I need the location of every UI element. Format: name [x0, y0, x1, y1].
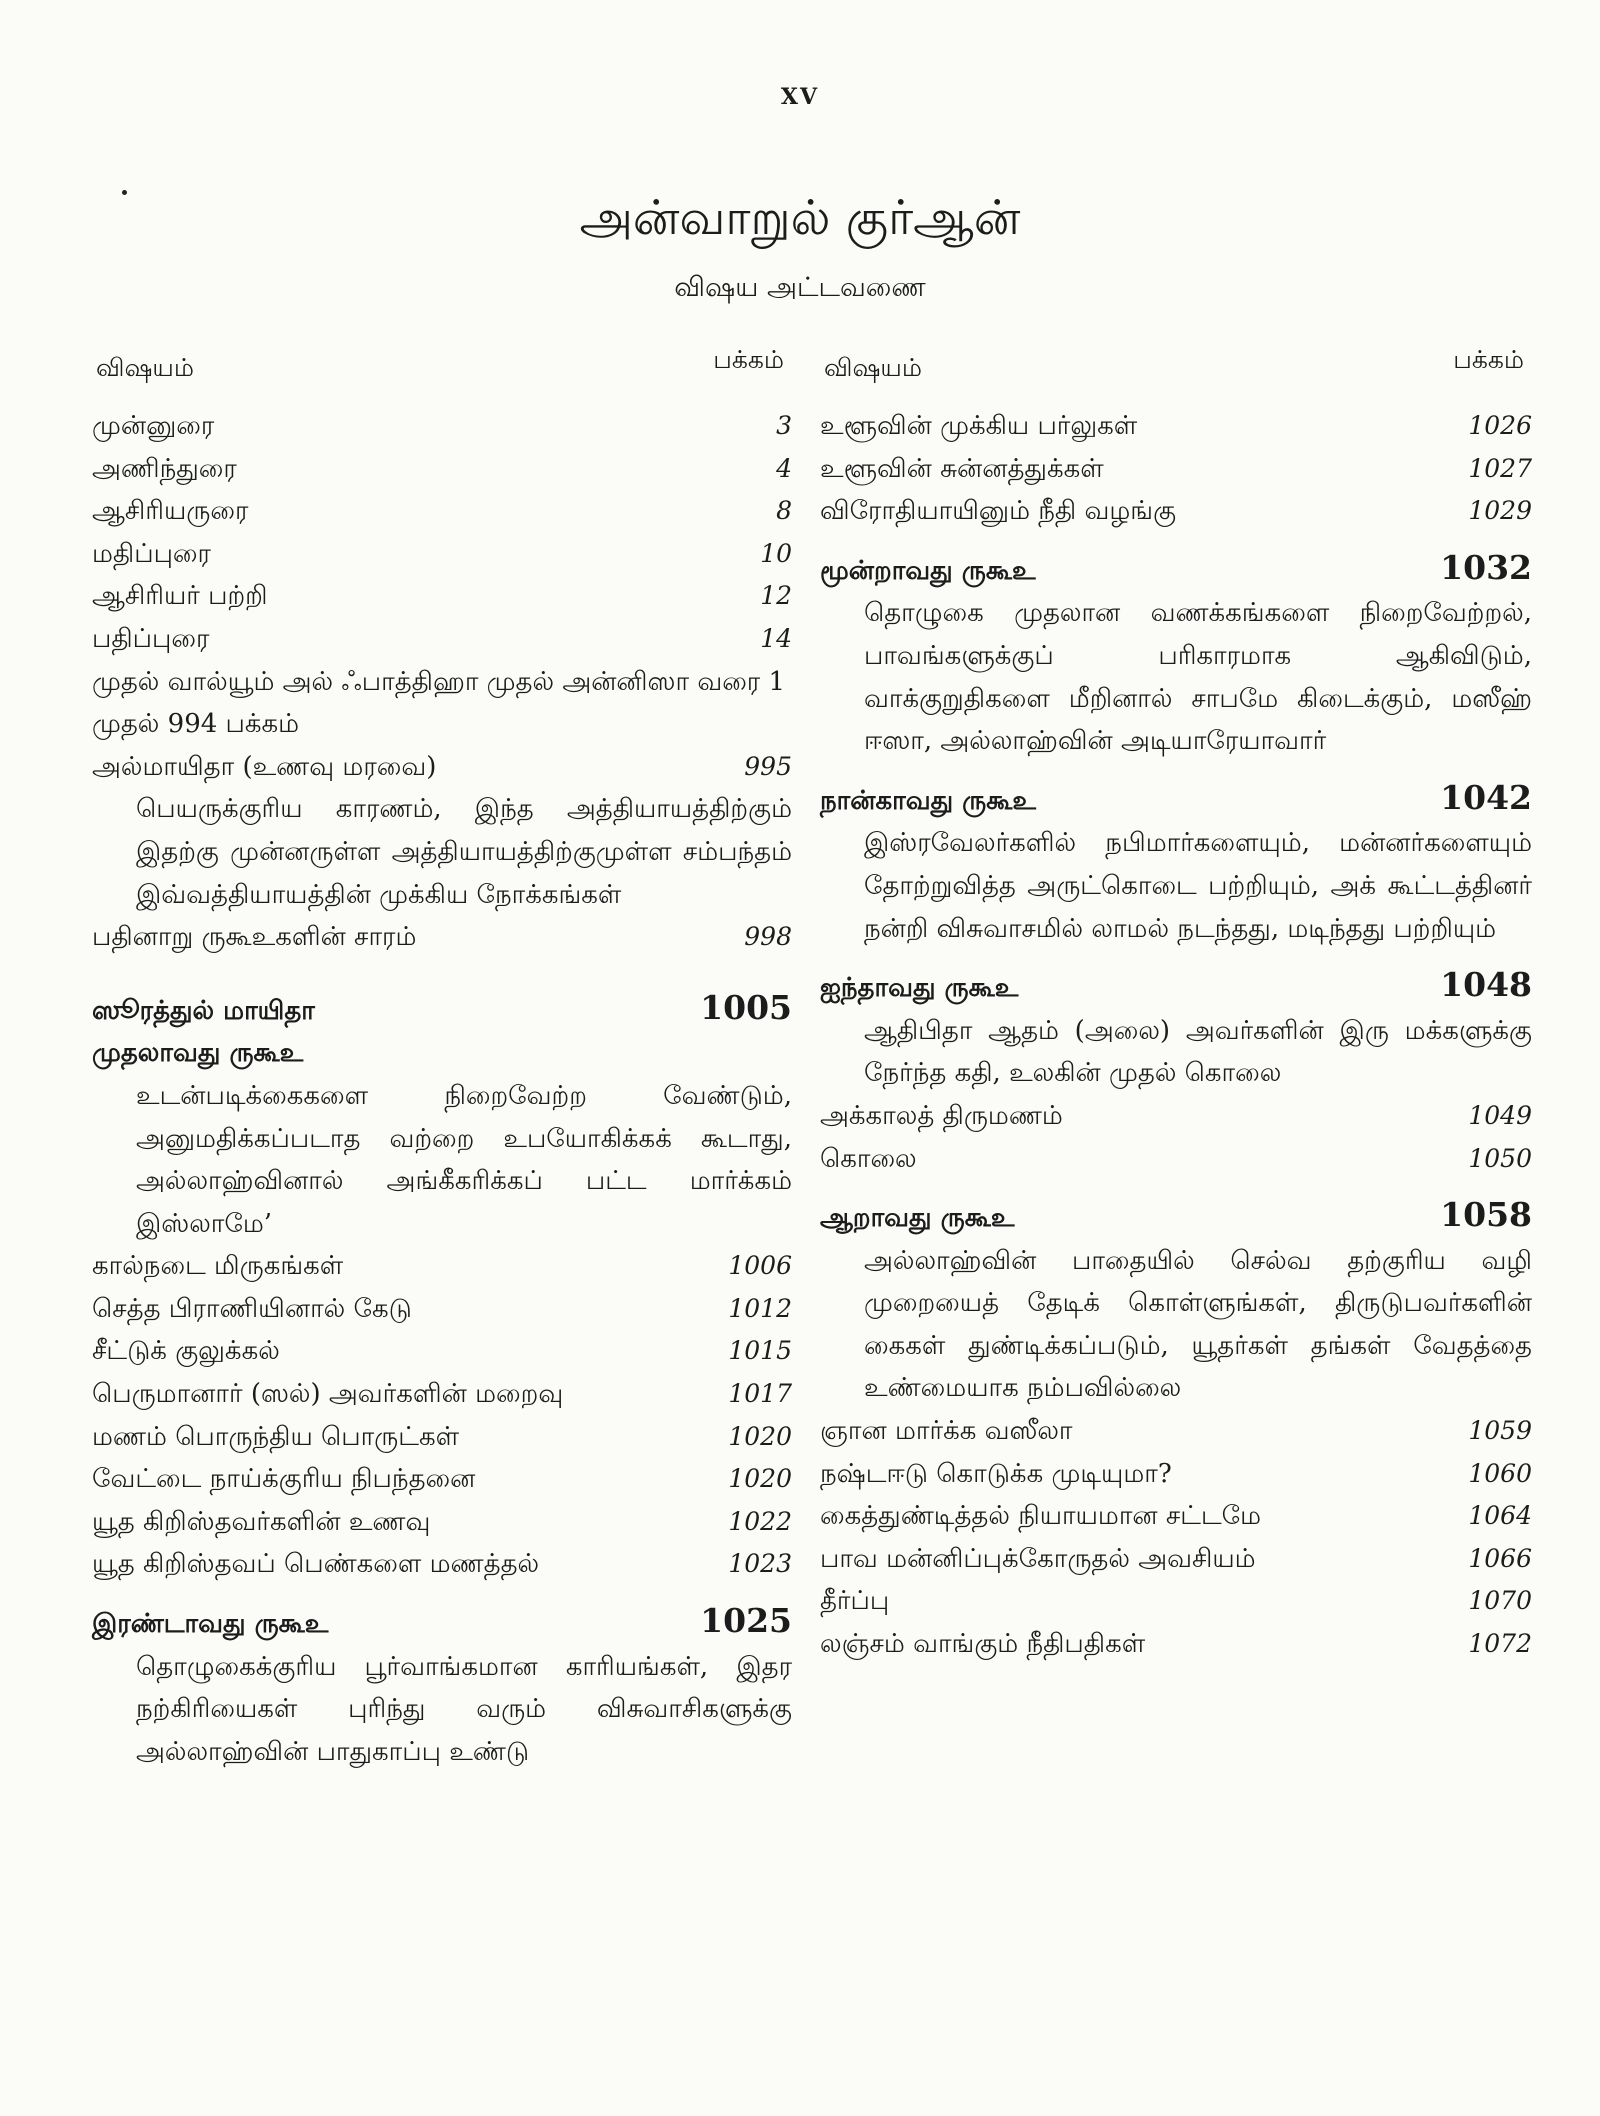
- toc-entry: [820, 1410, 1532, 1453]
- toc-entry: [820, 490, 1532, 533]
- entry-label: லஞ்சம் வாங்கும் நீதிபதிகள்: [820, 1629, 1146, 1660]
- section-page: 1048: [1440, 965, 1532, 1005]
- toc-entry: [820, 1623, 1532, 1666]
- entry-page: 1029: [1468, 496, 1532, 526]
- section-page: 1025: [700, 1601, 792, 1641]
- entry-page: 1006: [728, 1251, 792, 1281]
- section-heading: [820, 1194, 1532, 1240]
- toc-left-column: [92, 345, 792, 1773]
- entry-page: 1026: [1468, 411, 1532, 440]
- toc-entry: [820, 1095, 1532, 1138]
- entry-label: கால்நடை மிருகங்கள்: [92, 1251, 344, 1282]
- entry-label: பதிப்புரை: [92, 623, 210, 654]
- entry-page: 10: [760, 538, 792, 568]
- toc-entry: [92, 533, 792, 576]
- entry-label: அல்மாயிதா (உணவு மரவை): [92, 751, 437, 782]
- toc-entry: [92, 405, 792, 448]
- entry-page: 3: [776, 411, 792, 440]
- entry-label: வேட்டை நாய்க்குரிய நிபந்தனை: [92, 1464, 476, 1495]
- toc-entry: [92, 1245, 792, 1288]
- section-page: 1032: [1440, 547, 1532, 587]
- toc-entry: [92, 1330, 792, 1373]
- entry-label: பாவ மன்னிப்புக்கோருதல் அவசியம்: [820, 1543, 1256, 1574]
- toc-entry: [92, 1543, 792, 1586]
- entry-label: தீர்ப்பு: [820, 1586, 890, 1617]
- entry-page: 1023: [728, 1549, 792, 1579]
- entry-label: ஆசிரியர் பற்றி: [92, 581, 268, 612]
- toc-entry: [92, 1373, 792, 1416]
- toc-entry: [92, 916, 792, 959]
- entry-label: அக்காலத் திருமணம்: [820, 1100, 1063, 1131]
- entry-page: 1012: [728, 1293, 792, 1323]
- entry-page: 1060: [1468, 1458, 1532, 1488]
- entry-page: 1066: [1468, 1543, 1532, 1573]
- section-label: நான்காவது ருகூஉ: [820, 785, 1036, 816]
- entry-page: 4: [776, 453, 792, 483]
- toc-entry: [92, 618, 792, 661]
- ruku-heading: முதலாவது ருகூஉ: [92, 1038, 304, 1069]
- entry-label: சீட்டுக் குலுக்கல்: [92, 1336, 280, 1367]
- entry-page: 1022: [728, 1506, 792, 1536]
- section-label: ஆறாவது ருகூஉ: [820, 1203, 1015, 1234]
- entry-label: உளூவின் சுன்னத்துக்கள்: [820, 453, 1104, 484]
- entry-label: உளூவின் முக்கிய பர்லுகள்: [820, 411, 1138, 441]
- section-heading: [820, 547, 1532, 593]
- entry-label: ஆசிரியருரை: [92, 496, 249, 527]
- section-page: 1042: [1440, 777, 1532, 817]
- toc-entry: [92, 490, 792, 533]
- entry-label: மணம் பொருந்திய பொருட்கள்: [92, 1421, 460, 1452]
- section-label: மூன்றாவது ருகூஉ: [820, 555, 1036, 586]
- ruku-description: ஆதிபிதா ஆதம் (அலை) அவர்களின் இரு மக்களுக்கு நேர்ந்த கதி, உலகின் முதல் கொலை: [864, 1015, 1532, 1089]
- entry-label: கைத்துண்டித்தல் நியாயமான சட்டமே: [820, 1501, 1262, 1532]
- toc-entry: [92, 1416, 792, 1459]
- entry-page: 14: [760, 623, 792, 653]
- entry-label: யூத கிறிஸ்தவர்களின் உணவு: [92, 1506, 431, 1537]
- toc-entry: [820, 1495, 1532, 1538]
- subject-header: விஷயம்: [824, 353, 922, 382]
- entry-page: 1017: [728, 1379, 792, 1409]
- entry-page: 12: [760, 581, 792, 611]
- section-heading: [92, 1600, 792, 1646]
- section-label: ஸூரத்துல் மாயிதா: [92, 995, 315, 1026]
- section-page: 1058: [1440, 1195, 1532, 1235]
- toc-entry: [820, 405, 1532, 448]
- column-header: [820, 345, 1532, 405]
- toc-entry: [820, 1538, 1532, 1581]
- entry-label: மதிப்புரை: [92, 538, 211, 569]
- entry-page: 995: [744, 751, 792, 781]
- entry-page: 1072: [1468, 1629, 1532, 1659]
- entry-page: 8: [776, 496, 792, 526]
- section-heading: [92, 987, 792, 1033]
- toc-entry: [92, 1501, 792, 1544]
- entry-page: 1049: [1468, 1100, 1532, 1130]
- entry-page: 1020: [728, 1421, 792, 1451]
- ruku-description: இஸ்ரவேலர்களில் நபிமார்களையும், மன்னர்களையும் தோற்றுவித்த அருட்கொடை பற்றியும், அக் கூட்டத்தினர் நன்றி விசுவாசமில் லாமல் நடந்தது, மடிந்தது பற்றியும்: [864, 828, 1532, 944]
- toc-entry: [92, 1288, 792, 1331]
- entry-label: யூத கிறிஸ்தவப் பெண்களை மணத்தல்: [92, 1549, 540, 1580]
- ruku-description: அல்லாஹ்வின் பாதையில் செல்வ தற்குரிய வழி முறையைத் தேடிக் கொள்ளுங்கள், திருடுபவர்களின் கைகள் துண்டிக்கப்படும், யூதர்கள் தங்கள் வேதத்தை உண்மையாக நம்பவில்லை: [864, 1245, 1532, 1404]
- section-label: இரண்டாவது ருகூஉ: [92, 1609, 329, 1640]
- entry-label: ஞான மார்க்க வஸீலா: [820, 1416, 1073, 1447]
- toc-entry: [820, 1138, 1532, 1181]
- entry-label: நஷ்டஈடு கொடுக்க முடியுமா?: [820, 1458, 1172, 1489]
- toc-entry: [92, 448, 792, 491]
- volume-note: முதல் வால்யூம் அல் ஃபாத்திஹா முதல் அன்னிஸா வரை 1 முதல் 994 பக்கம்: [92, 666, 786, 740]
- toc-entry: [92, 1458, 792, 1501]
- entry-page: 1015: [728, 1336, 792, 1366]
- toc-entry: [820, 448, 1532, 491]
- page-title: அன்வாறுல் குர்ஆன்: [579, 190, 1021, 246]
- toc-entry: [820, 1453, 1532, 1496]
- ruku-description: தொழுகைக்குரிய பூர்வாங்கமான காரியங்கள், இதர நற்கிரியைகள் புரிந்து வரும் விசுவாசிகளுக்கு அல்லாஹ்வின் பாதுகாப்பு உண்டு: [136, 1651, 792, 1767]
- page-header: பக்கம்: [1453, 345, 1524, 374]
- entry-page: 1070: [1468, 1586, 1532, 1616]
- ruku-description: உடன்படிக்கைகளை நிறைவேற்ற வேண்டும், அனுமதிக்கப்படாத வற்றை உபயோகிக்கக் கூடாது, அல்லாஹ்வினால் அங்கீகரிக்கப் பட்ட மார்க்கம் இஸ்லாமே’: [136, 1080, 792, 1239]
- section-heading: [820, 964, 1532, 1010]
- page-header: பக்கம்: [713, 345, 784, 374]
- entry-label: அணிந்துரை: [92, 453, 237, 484]
- subject-header: விஷயம்: [96, 353, 194, 382]
- entry-page: 998: [744, 922, 792, 952]
- entry-label: கொலை: [820, 1143, 917, 1174]
- page-subtitle: விஷய அட்டவணை: [674, 272, 926, 303]
- toc-entry: [92, 746, 792, 789]
- entry-label: முன்னுரை: [92, 411, 215, 441]
- page-number: XV: [780, 84, 820, 110]
- toc-entry: [92, 575, 792, 618]
- section-label: ஐந்தாவது ருகூஉ: [820, 973, 1019, 1004]
- entry-description: பெயருக்குரிய காரணம், இந்த அத்தியாயத்திற்கும் இதற்கு முன்னருள்ள அத்தியாயத்திற்குமுள்ள சம்பந்தம் இவ்வத்தியாயத்தின் முக்கிய நோக்கங்கள்: [136, 794, 792, 910]
- toc-right-column: [820, 345, 1532, 1666]
- section-heading: [820, 777, 1532, 823]
- entry-label: பதினாறு ருகூஉகளின் சாரம்: [92, 922, 417, 953]
- entry-label: விரோதியாயினும் நீதி வழங்கு: [820, 496, 1177, 527]
- entry-page: 1020: [728, 1464, 792, 1494]
- section-page: 1005: [700, 987, 792, 1027]
- entry-page: 1059: [1468, 1416, 1532, 1446]
- entry-page: 1050: [1468, 1143, 1532, 1173]
- entry-label: பெருமானார் (ஸல்) அவர்களின் மறைவு: [92, 1379, 564, 1410]
- column-header: [92, 345, 792, 405]
- entry-page: 1064: [1468, 1501, 1532, 1531]
- entry-label: செத்த பிராணியினால் கேடு: [92, 1293, 412, 1324]
- entry-page: 1027: [1468, 453, 1532, 483]
- toc-entry: [820, 1580, 1532, 1623]
- ruku-description: தொழுகை முதலான வணக்கங்களை நிறைவேற்றல், பாவங்களுக்குப் பரிகாரமாக ஆகிவிடும், வாக்குறுதிகளை மீறினால் சாபமே கிடைக்கும், மஸீஹ் ஈஸா, அல்லாஹ்வின் அடியாரேயாவார்: [864, 598, 1532, 757]
